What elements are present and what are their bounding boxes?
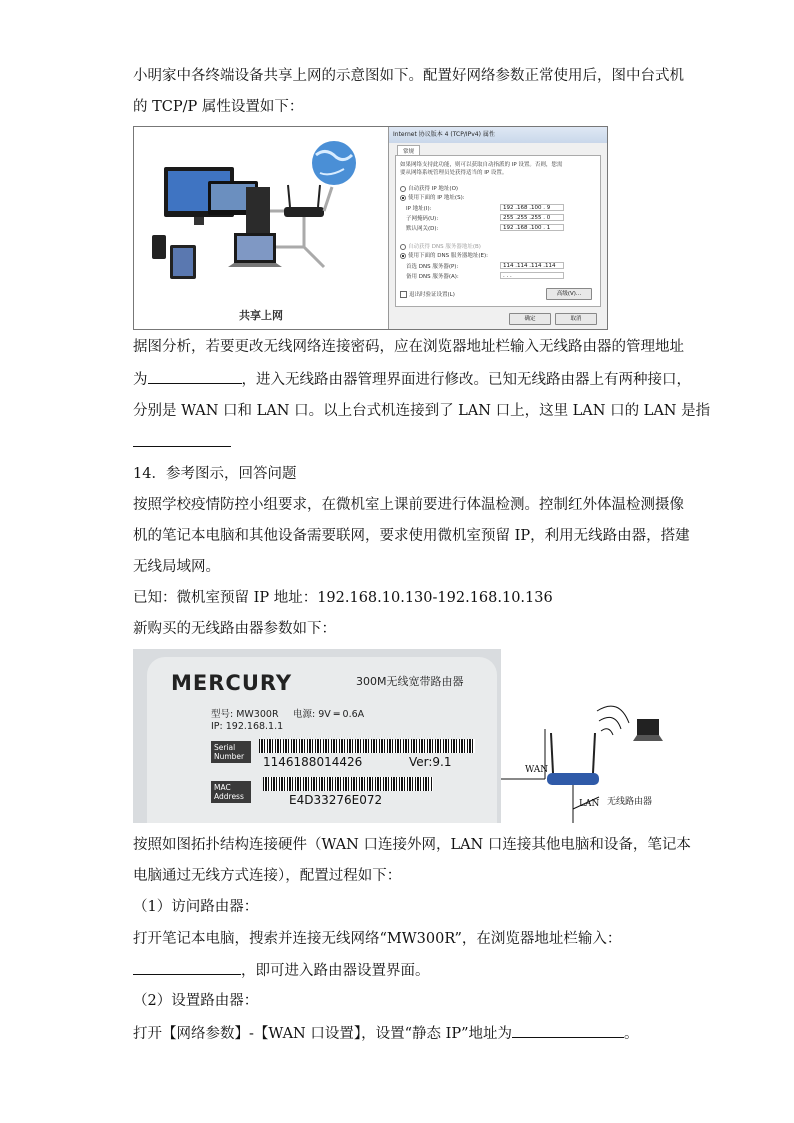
radio-selected-icon	[400, 195, 406, 201]
shared-internet-figure	[133, 126, 608, 330]
wireless-router-icon	[547, 773, 599, 785]
paragraph-line	[133, 432, 231, 453]
paragraph-line: 按照学校疫情防控小组要求，在微机室上课前要进行体温检测。控制红外体温检测摄像	[133, 497, 684, 513]
serial-number: 1146188014426	[263, 755, 363, 769]
model-text: 型号: MW300R	[211, 709, 279, 720]
step-heading: （1）访问路由器：	[133, 899, 259, 915]
paragraph-line: 机的笔记本电脑和其他设备需要联网，要求使用微机室预留 IP，利用无线路由器，搭建	[133, 528, 690, 544]
radio-label: 自动获得 DNS 服务器地址(B)	[408, 244, 481, 250]
radio-label: 使用下面的 DNS 服务器地址(E):	[408, 253, 488, 259]
globe-icon	[312, 141, 356, 185]
version-text: Ver:9.1	[409, 755, 452, 769]
text-span: ，进入无线路由器管理界面进行修改。已知无线路由器上有两种接口，	[241, 372, 691, 388]
paragraph-line	[133, 1023, 639, 1044]
text-span: 为	[133, 372, 148, 388]
answer-blank[interactable]	[133, 960, 241, 975]
product-name: 300M无线宽带路由器	[356, 675, 464, 688]
auto-ip-radio[interactable]	[400, 184, 458, 192]
paragraph-line: 已知：微机室预留 IP 地址：192.168.10.130-192.168.10.136	[133, 590, 553, 606]
paragraph-line	[133, 960, 430, 981]
text-span: 。	[624, 1026, 639, 1042]
alternate-dns-field[interactable]: . . .	[500, 272, 564, 279]
radio-selected-icon	[400, 253, 406, 259]
step-heading: （2）设置路由器：	[133, 993, 259, 1009]
router-parameters-figure	[133, 649, 687, 823]
dns1-label: 首选 DNS 服务器(P):	[406, 264, 459, 270]
tab-general[interactable]: 常规	[397, 145, 420, 156]
paragraph-line: 的 TCP/P 属性设置如下：	[133, 99, 304, 115]
paragraph-line: 打开笔记本电脑，搜索并连接无线网络“MW300R”，在浏览器地址栏输入：	[133, 931, 622, 947]
text-span: 打开【网络参数】-【WAN 口设置】，设置“静态 IP”地址为	[133, 1026, 513, 1042]
phone-icon	[152, 235, 166, 259]
figure-caption: 共享上网	[239, 309, 283, 322]
paragraph-line: 新购买的无线路由器参数如下：	[133, 621, 336, 637]
preferred-dns-field[interactable]: 114 .114 .114 .114	[500, 262, 564, 269]
cancel-button[interactable]: 取消	[555, 313, 597, 325]
checkbox-icon	[400, 291, 407, 298]
ip-text: IP: 192.168.1.1	[211, 721, 284, 732]
mac-barcode	[263, 777, 433, 791]
radio-icon	[400, 244, 406, 250]
router-icon	[284, 207, 324, 217]
mac-address: E4D33276E072	[289, 793, 383, 807]
tag-line: Number	[214, 752, 245, 761]
tower-icon	[246, 187, 270, 235]
dialog-intro: 要从网络系统管理员处获得适当的 IP 设置。	[400, 170, 508, 176]
mac-tag	[211, 781, 251, 803]
power-text: 电源: 9V ═ 0.6A	[293, 709, 365, 720]
use-dns-radio[interactable]	[400, 251, 488, 259]
dialog-title: Internet 协议版本 4 (TCP/IPv4) 属性	[389, 127, 607, 143]
paragraph-line: 按照如图拓扑结构连接硬件（WAN 口连接外网，LAN 口连接其他电脑和设备，笔记本	[133, 837, 691, 853]
lan-label: LAN	[579, 799, 600, 809]
paragraph-line: 无线局域网。	[133, 559, 220, 575]
tag-line: MAC	[214, 783, 231, 792]
text-span: ，即可进入路由器设置界面。	[241, 963, 430, 979]
ok-button[interactable]: 确定	[509, 313, 551, 325]
paragraph-line: 据图分析，若要更改无线网络连接密码，应在浏览器地址栏输入无线路由器的管理地址	[133, 339, 684, 355]
paragraph-line	[133, 369, 691, 390]
answer-blank[interactable]	[512, 1023, 624, 1038]
use-ip-radio[interactable]	[400, 193, 465, 201]
checkbox-label: 退出时验证设置(L)	[409, 292, 455, 298]
paragraph-line: 电脑通过无线方式连接），配置过程如下：	[133, 868, 402, 884]
topology-diagram	[501, 649, 687, 823]
question-heading: 14．参考图示，回答问题	[133, 466, 297, 482]
dialog-panel	[395, 155, 601, 307]
mask-label: 子网掩码(U):	[406, 216, 439, 222]
paragraph-line: 分别是 WAN 口和 LAN 口。以上台式机连接到了 LAN 口上，这里 LAN 口的 LAN 是指	[133, 403, 711, 419]
tag-line: Address	[214, 792, 244, 801]
wan-label: WAN	[525, 765, 549, 775]
radio-label: 自动获得 IP 地址(O)	[408, 186, 459, 192]
tcp-ipv4-properties-dialog	[389, 127, 607, 329]
laptop-icon	[637, 719, 659, 735]
brand-logo: MERCURY	[171, 671, 293, 695]
serial-tag	[211, 741, 251, 763]
auto-dns-radio[interactable]	[400, 242, 481, 250]
gateway-label: 默认网关(D):	[406, 226, 439, 232]
dns2-label: 备用 DNS 服务器(A):	[406, 274, 459, 280]
ip-address-field[interactable]: 192 .168 .100 . 9	[500, 204, 564, 211]
router-label-photo	[133, 649, 501, 823]
radio-icon	[400, 186, 406, 192]
serial-barcode	[259, 739, 475, 753]
advanced-button[interactable]: 高级(V)...	[546, 288, 592, 300]
answer-blank[interactable]	[148, 369, 242, 384]
tag-line: Serial	[214, 743, 236, 752]
ip-label: IP 地址(I):	[406, 206, 432, 212]
subnet-mask-field[interactable]: 255 .255 .255 . 0	[500, 214, 564, 221]
router-label: 无线路由器	[607, 797, 653, 807]
paragraph-line: 小明家中各终端设备共享上网的示意图如下。配置好网络参数正常使用后，图中台式机	[133, 68, 684, 84]
dialog-intro: 如果网络支持此功能，则可以获取自动指派的 IP 设置。否则，您需	[400, 162, 563, 168]
devices-svg	[134, 127, 388, 329]
gateway-field[interactable]: 192 .168 .100 . 1	[500, 224, 564, 231]
network-devices-illustration	[134, 127, 389, 329]
validate-checkbox[interactable]	[400, 290, 455, 298]
radio-label: 使用下面的 IP 地址(S):	[408, 195, 465, 201]
answer-blank[interactable]	[133, 432, 231, 447]
